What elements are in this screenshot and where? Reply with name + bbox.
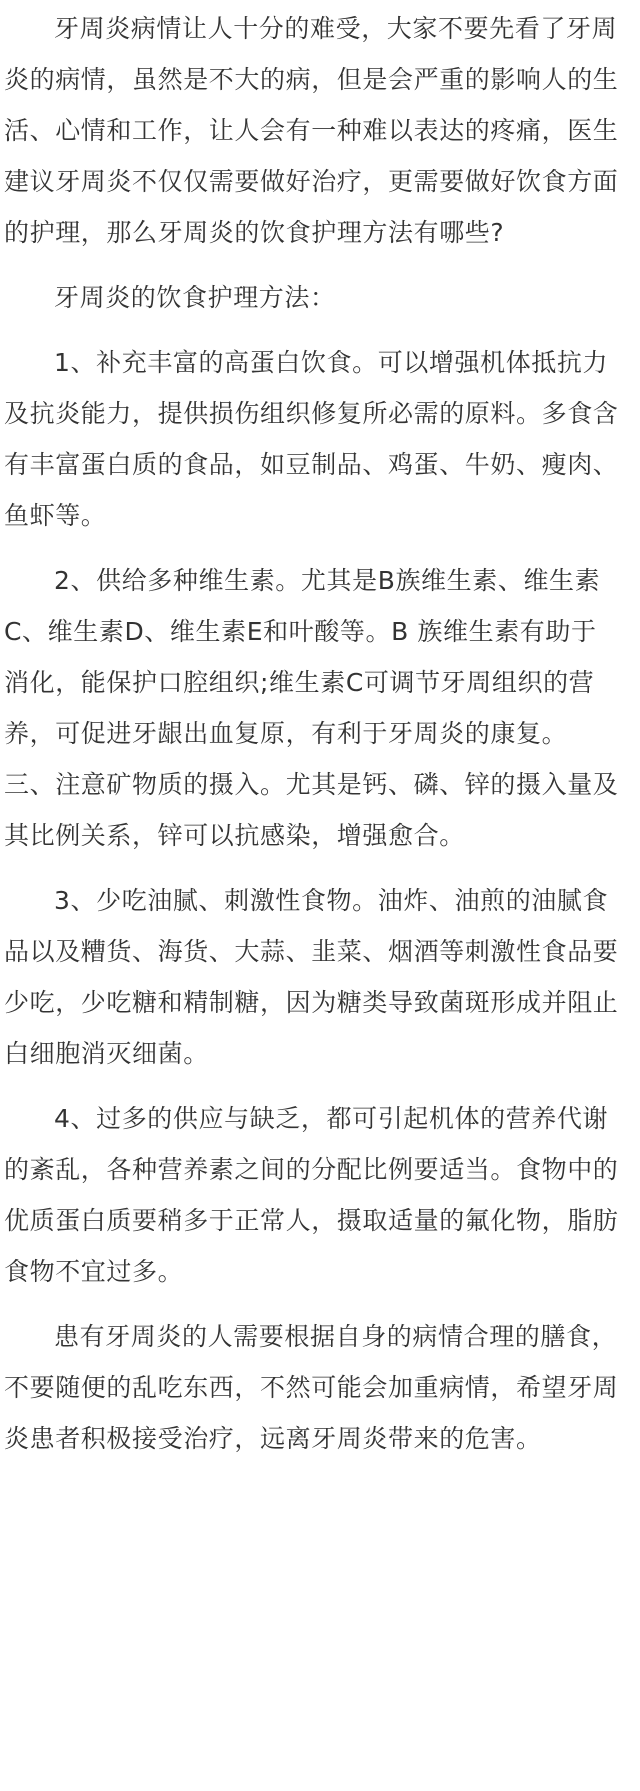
- tip-4-paragraph: 4、过多的供应与缺乏，都可引起机体的营养代谢的紊乱，各种营养素之间的分配比例要适当。食物中的优质蛋白质要稍多于正常人，摄取适量的氟化物，脂肪食物不宜过多。: [4, 1104, 619, 1286]
- tip-1-paragraph: 1、补充丰富的高蛋白饮食。可以增强机体抵抗力及抗炎能力，提供损伤组织修复所必需的原料。多食含有丰富蛋白质的食品，如豆制品、鸡蛋、牛奶、瘦肉、鱼虾等。: [4, 348, 619, 530]
- tip-2-paragraph: 2、供给多种维生素。尤其是B族维生素、维生素C、维生素D、维生素E和叶酸等。B 族维生素有助于消化，能保护口腔组织;维生素C可调节牙周组织的营养，可促进牙龈出血复原，有利于牙周炎的康复。 三、注意矿物质的摄入。尤其是钙、磷、锌的摄入量及其比例关系，锌可以抗感染，增强愈合。: [4, 566, 619, 850]
- article-body: [0, 3, 620, 1464]
- conclusion-paragraph: 患有牙周炎的人需要根据自身的病情合理的膳食，不要随便的乱吃东西，不然可能会加重病情，希望牙周炎患者积极接受治疗，远离牙周炎带来的危害。: [4, 1322, 619, 1453]
- section-heading-paragraph: 牙周炎的饮食护理方法：: [54, 283, 336, 312]
- intro-paragraph: 牙周炎病情让人十分的难受，大家不要先看了牙周炎的病情，虽然是不大的病，但是会严重的影响人的生活、心情和工作，让人会有一种难以表达的疼痛，医生建议牙周炎不仅仅需要做好治疗，更需要做好饮食方面的护理，那么牙周炎的饮食护理方法有哪些?: [4, 14, 619, 247]
- tip-3-paragraph: 3、少吃油腻、刺激性食物。油炸、油煎的油腻食品以及糟货、海货、大蒜、韭菜、烟酒等刺激性食品要少吃，少吃糖和精制糖，因为糖类导致菌斑形成并阻止白细胞消灭细菌。: [4, 886, 619, 1068]
